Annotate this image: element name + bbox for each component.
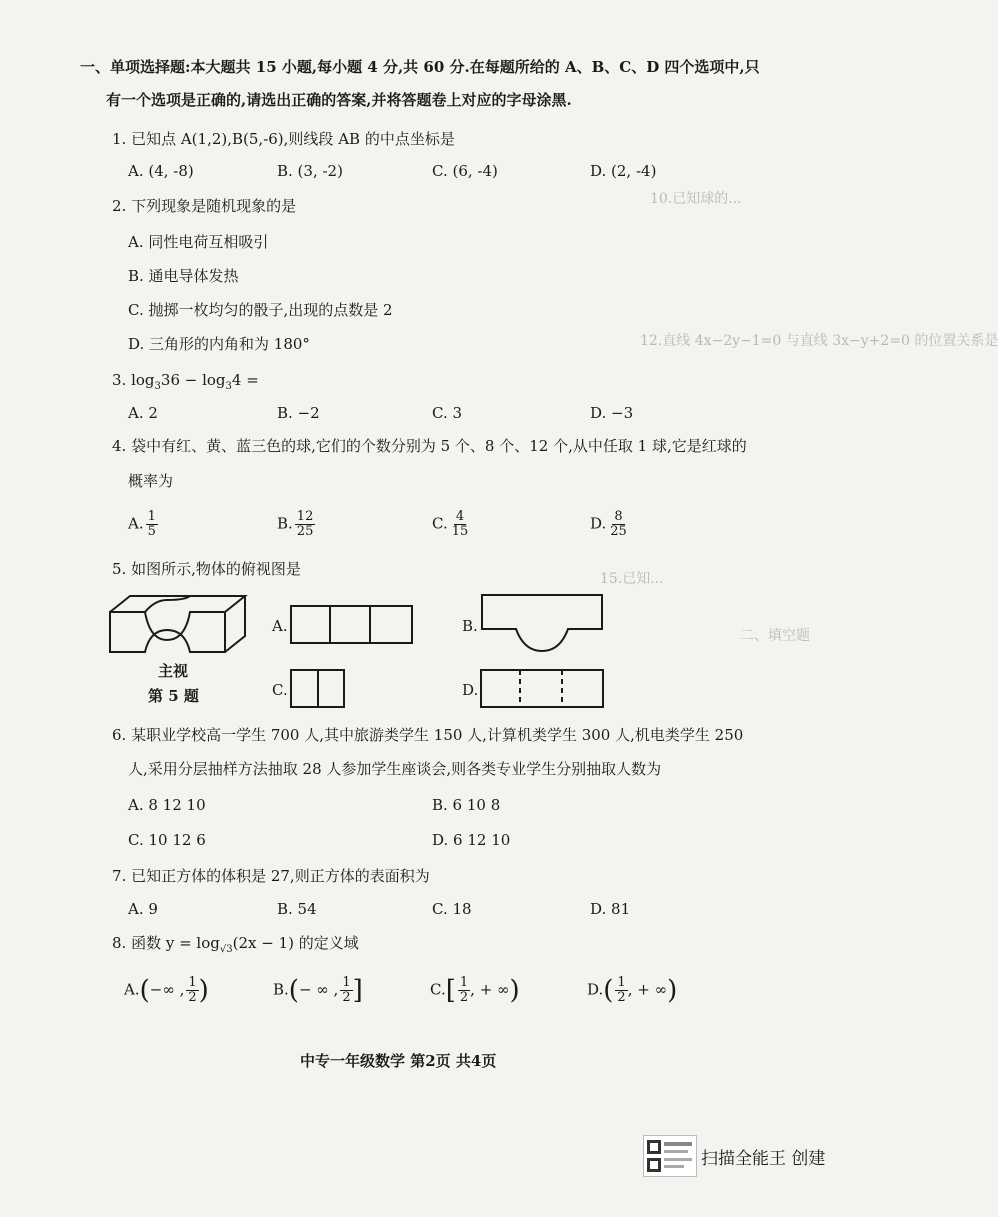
bleed-through-text: 10.已知球的... — [650, 191, 742, 207]
q8-option-d: D.( $\frac{1}{2}$ , + ∞) — [587, 975, 678, 1006]
q5-main-view-label: 主视 — [158, 662, 189, 680]
section-instructions-line1: 一、单项选择题:本大题共 15 小题,每小题 4 分,共 60 分.在每题所给的 A、B、C、D 四个选项中,只 — [80, 58, 760, 76]
q8-stem: 8. 函数 $y = \log_{√3}(2x - 1)$ 的定义域 — [112, 934, 359, 955]
q3-option-d: D. −3 — [590, 404, 634, 422]
q6-option-b: B. 6 10 8 — [432, 796, 501, 814]
q5-option-a-figure — [290, 605, 414, 645]
q3-stem: 3. $\log_336 - \log_34$ = — [112, 371, 259, 392]
q5-option-d-figure — [480, 669, 606, 709]
q2-option-d: D. 三角形的内角和为 180° — [128, 335, 310, 353]
q7-stem: 7. 已知正方体的体积是 27,则正方体的表面积为 — [112, 867, 430, 885]
q1-option-c: C. (6, -4) — [432, 162, 498, 180]
q1-option-b: B. (3, -2) — [277, 162, 343, 180]
q5-option-a-label: A. — [272, 617, 288, 635]
q5-object-figure — [105, 590, 250, 660]
q5-option-b-label: B. — [462, 617, 478, 635]
q5-option-c-label: C. — [272, 681, 288, 699]
q4-option-b: B. $\frac{12}{25}$ — [277, 509, 314, 539]
q5-figure-caption: 第 5 题 — [148, 687, 199, 705]
q4-stem-line2: 概率为 — [128, 472, 174, 490]
q1-option-a: A. (4, -8) — [128, 162, 194, 180]
qr-code-icon — [643, 1135, 697, 1177]
q4-option-a: A. $\frac{1}{5}$ — [128, 509, 156, 539]
bleed-through-text: 15.已知... — [600, 571, 664, 587]
q1-option-d: D. (2, -4) — [590, 162, 657, 180]
q6-option-d: D. 6 12 10 — [432, 831, 511, 849]
q7-option-d: D. 81 — [590, 900, 631, 918]
q1-stem: 1. 已知点 A(1,2),B(5,-6),则线段 AB 的中点坐标是 — [112, 130, 455, 148]
q6-stem-line1: 6. 某职业学校高一学生 700 人,其中旅游类学生 150 人,计算机类学生 300 人,机电类学生 250 — [112, 726, 744, 744]
q5-stem: 5. 如图所示,物体的俯视图是 — [112, 560, 301, 578]
q6-option-a: A. 8 12 10 — [128, 796, 206, 814]
scanner-watermark: 扫描全能王 创建 — [701, 1149, 826, 1169]
q7-option-b: B. 54 — [277, 900, 317, 918]
q2-option-b: B. 通电导体发热 — [128, 267, 239, 285]
q3-option-c: C. 3 — [432, 404, 463, 422]
q8-option-c: C.[ $\frac{1}{2}$ , + ∞) — [430, 975, 520, 1006]
q3-option-b: B. −2 — [277, 404, 320, 422]
q2-option-a: A. 同性电荷互相吸引 — [128, 233, 269, 251]
q2-option-c: C. 抛掷一枚均匀的骰子,出现的点数是 2 — [128, 301, 393, 319]
q5-option-c-figure — [290, 669, 346, 709]
q7-option-a: A. 9 — [128, 900, 158, 918]
q6-stem-line2: 人,采用分层抽样方法抽取 28 人参加学生座谈会,则各类专业学生分别抽取人数为 — [128, 760, 662, 778]
q2-stem: 2. 下列现象是随机现象的是 — [112, 197, 297, 215]
q4-stem-line1: 4. 袋中有红、黄、蓝三色的球,它们的个数分别为 5 个、8 个、12 个,从中任取 1 球,它是红球的 — [112, 437, 747, 455]
q3-option-a: A. 2 — [128, 404, 158, 422]
q5-option-b-figure — [480, 593, 606, 655]
q4-option-c: C. $\frac{4}{15}$ — [432, 509, 469, 539]
q5-option-d-label: D. — [462, 681, 479, 699]
q6-option-c: C. 10 12 6 — [128, 831, 206, 849]
q8-option-a: A.(−∞ , $\frac{1}{2}$ ) — [124, 975, 209, 1006]
page-footer: 中专一年级数学 第2页 共4页 — [300, 1052, 497, 1070]
section-instructions-line2: 有一个选项是正确的,请选出正确的答案,并将答题卷上对应的字母涂黑. — [106, 91, 572, 109]
bleed-through-text: 12.直线 4x−2y−1=0 与直线 3x−y+2=0 的位置关系是 — [640, 333, 998, 349]
bleed-through-text: 二、填空题 — [740, 628, 810, 644]
q4-option-d: D. $\frac{8}{25}$ — [590, 509, 627, 539]
q7-option-c: C. 18 — [432, 900, 472, 918]
q8-option-b: B.(− ∞ , $\frac{1}{2}$ ] — [273, 975, 363, 1006]
